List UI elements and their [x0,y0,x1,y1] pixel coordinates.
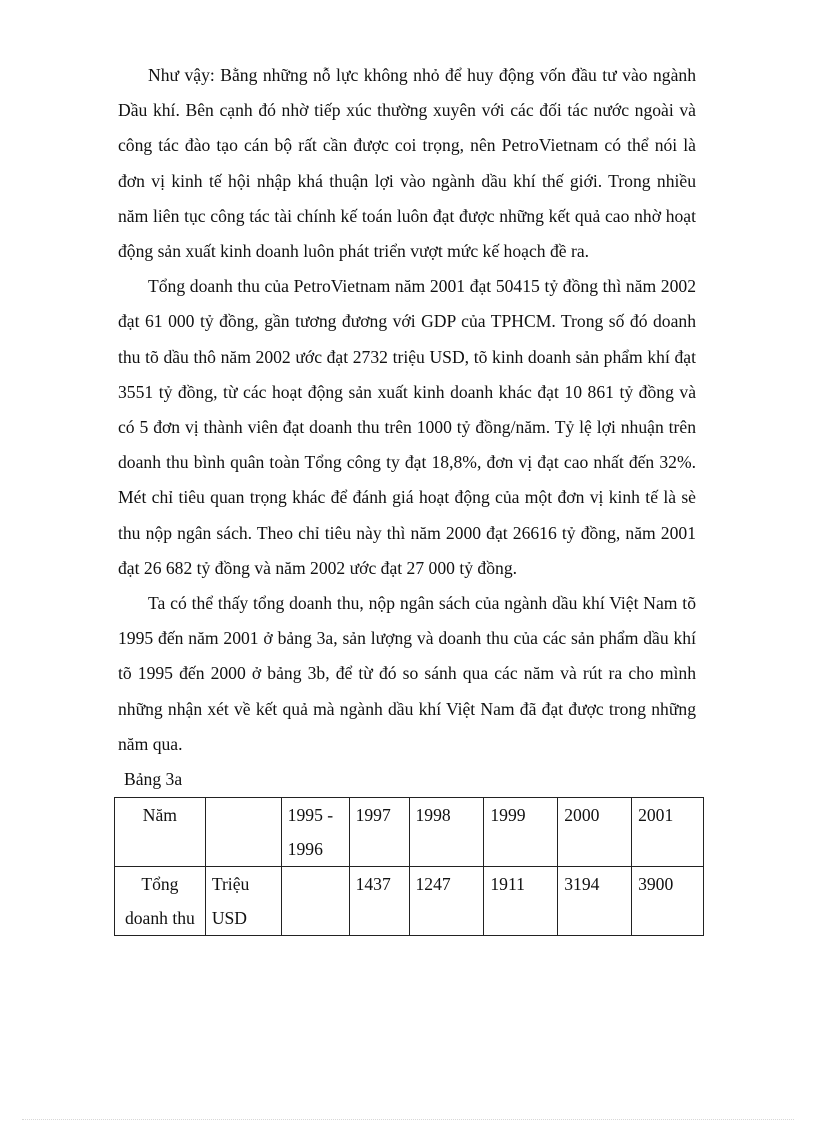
header-unit-cell [205,798,281,867]
table-header-row [115,798,704,867]
year-cell: 1998 [409,798,484,867]
value-cell: 1911 [484,867,558,936]
year-cell: 1997 [349,798,409,867]
row-label-cell: Tổng doanh thu [115,867,206,936]
year-cell: 2000 [558,798,632,867]
paragraph-2: Tổng doanh thu của PetroVietnam năm 2001 đạt 50415 tỷ đồng thì năm 2002 đạt 61 000 tỷ đồng, gần tương đương với GDP của TPHCM. Trong số đó doanh thu tõ dầu thô năm 2002 ước đạt 2732 triệu USD, tõ kinh doanh sản phẩm khí đạt 3551 tỷ đồng, từ các hoạt động sản xuất kinh doanh khác đạt 10 861 tỷ đồng và có 5 đơn vị thành viên đạt doanh thu trên 1000 tỷ đồng/năm. Tỷ lệ lợi nhuận trên doanh thu bình quân toàn Tổng công ty đạt 18,8%, đơn vị đạt cao nhất đến 32%. Mét chỉ tiêu quan trọng khác để đánh giá hoạt động của một đơn vị kinh tế là sè thu nộp ngân sách. Theo chỉ tiêu này thì năm 2000 đạt 26616 tỷ đồng, năm 2001 đạt 26 682 tỷ đồng và năm 2002 ước đạt 27 000 tỷ đồng. [118,276,696,578]
value-cell [281,867,349,936]
value-cell: 1437 [349,867,409,936]
row-unit-cell: Triệu USD [205,867,281,936]
value-cell: 3194 [558,867,632,936]
revenue-table [114,797,704,936]
document-body [118,58,696,936]
table-row-total-revenue [115,867,704,936]
paragraph-3: Ta có thể thấy tổng doanh thu, nộp ngân sách của ngành dầu khí Việt Nam tõ 1995 đến năm 2001 ở bảng 3a, sản lượng và doanh thu của các sản phẩm dầu khí tõ 1995 đến 2000 ở bảng 3b, để từ đó so sánh qua các năm và rút ra cho mình những nhận xét về kết quả mà ngành dầu khí Việt Nam đã đạt được trong những năm qua. [118,593,696,754]
paragraph-1: Như vậy: Bằng những nỗ lực không nhỏ để huy động vốn đầu tư vào ngành Dầu khí. Bên cạnh đó nhờ tiếp xúc thường xuyên với các đối tác nước ngoài và công tác đào tạo cán bộ rất cần được coi trọng, nên PetroVietnam có thể nói là đơn vị kinh tế hội nhập khá thuận lợi vào ngành dầu khí thế giới. Trong nhiều năm liên tục công tác tài chính kế toán luôn đạt được những kết quả cao nhờ hoạt động sản xuất kinh doanh luôn phát triển vượt mức kế hoạch đề ra. [118,65,696,262]
year-cell: 1995 - 1996 [281,798,349,867]
table-caption: Bảng 3a [124,769,183,790]
header-label-cell: Năm [115,798,206,867]
year-cell: 2001 [632,798,704,867]
value-cell: 3900 [632,867,704,936]
year-cell: 1999 [484,798,558,867]
page-bottom-divider [22,1119,794,1120]
value-cell: 1247 [409,867,484,936]
